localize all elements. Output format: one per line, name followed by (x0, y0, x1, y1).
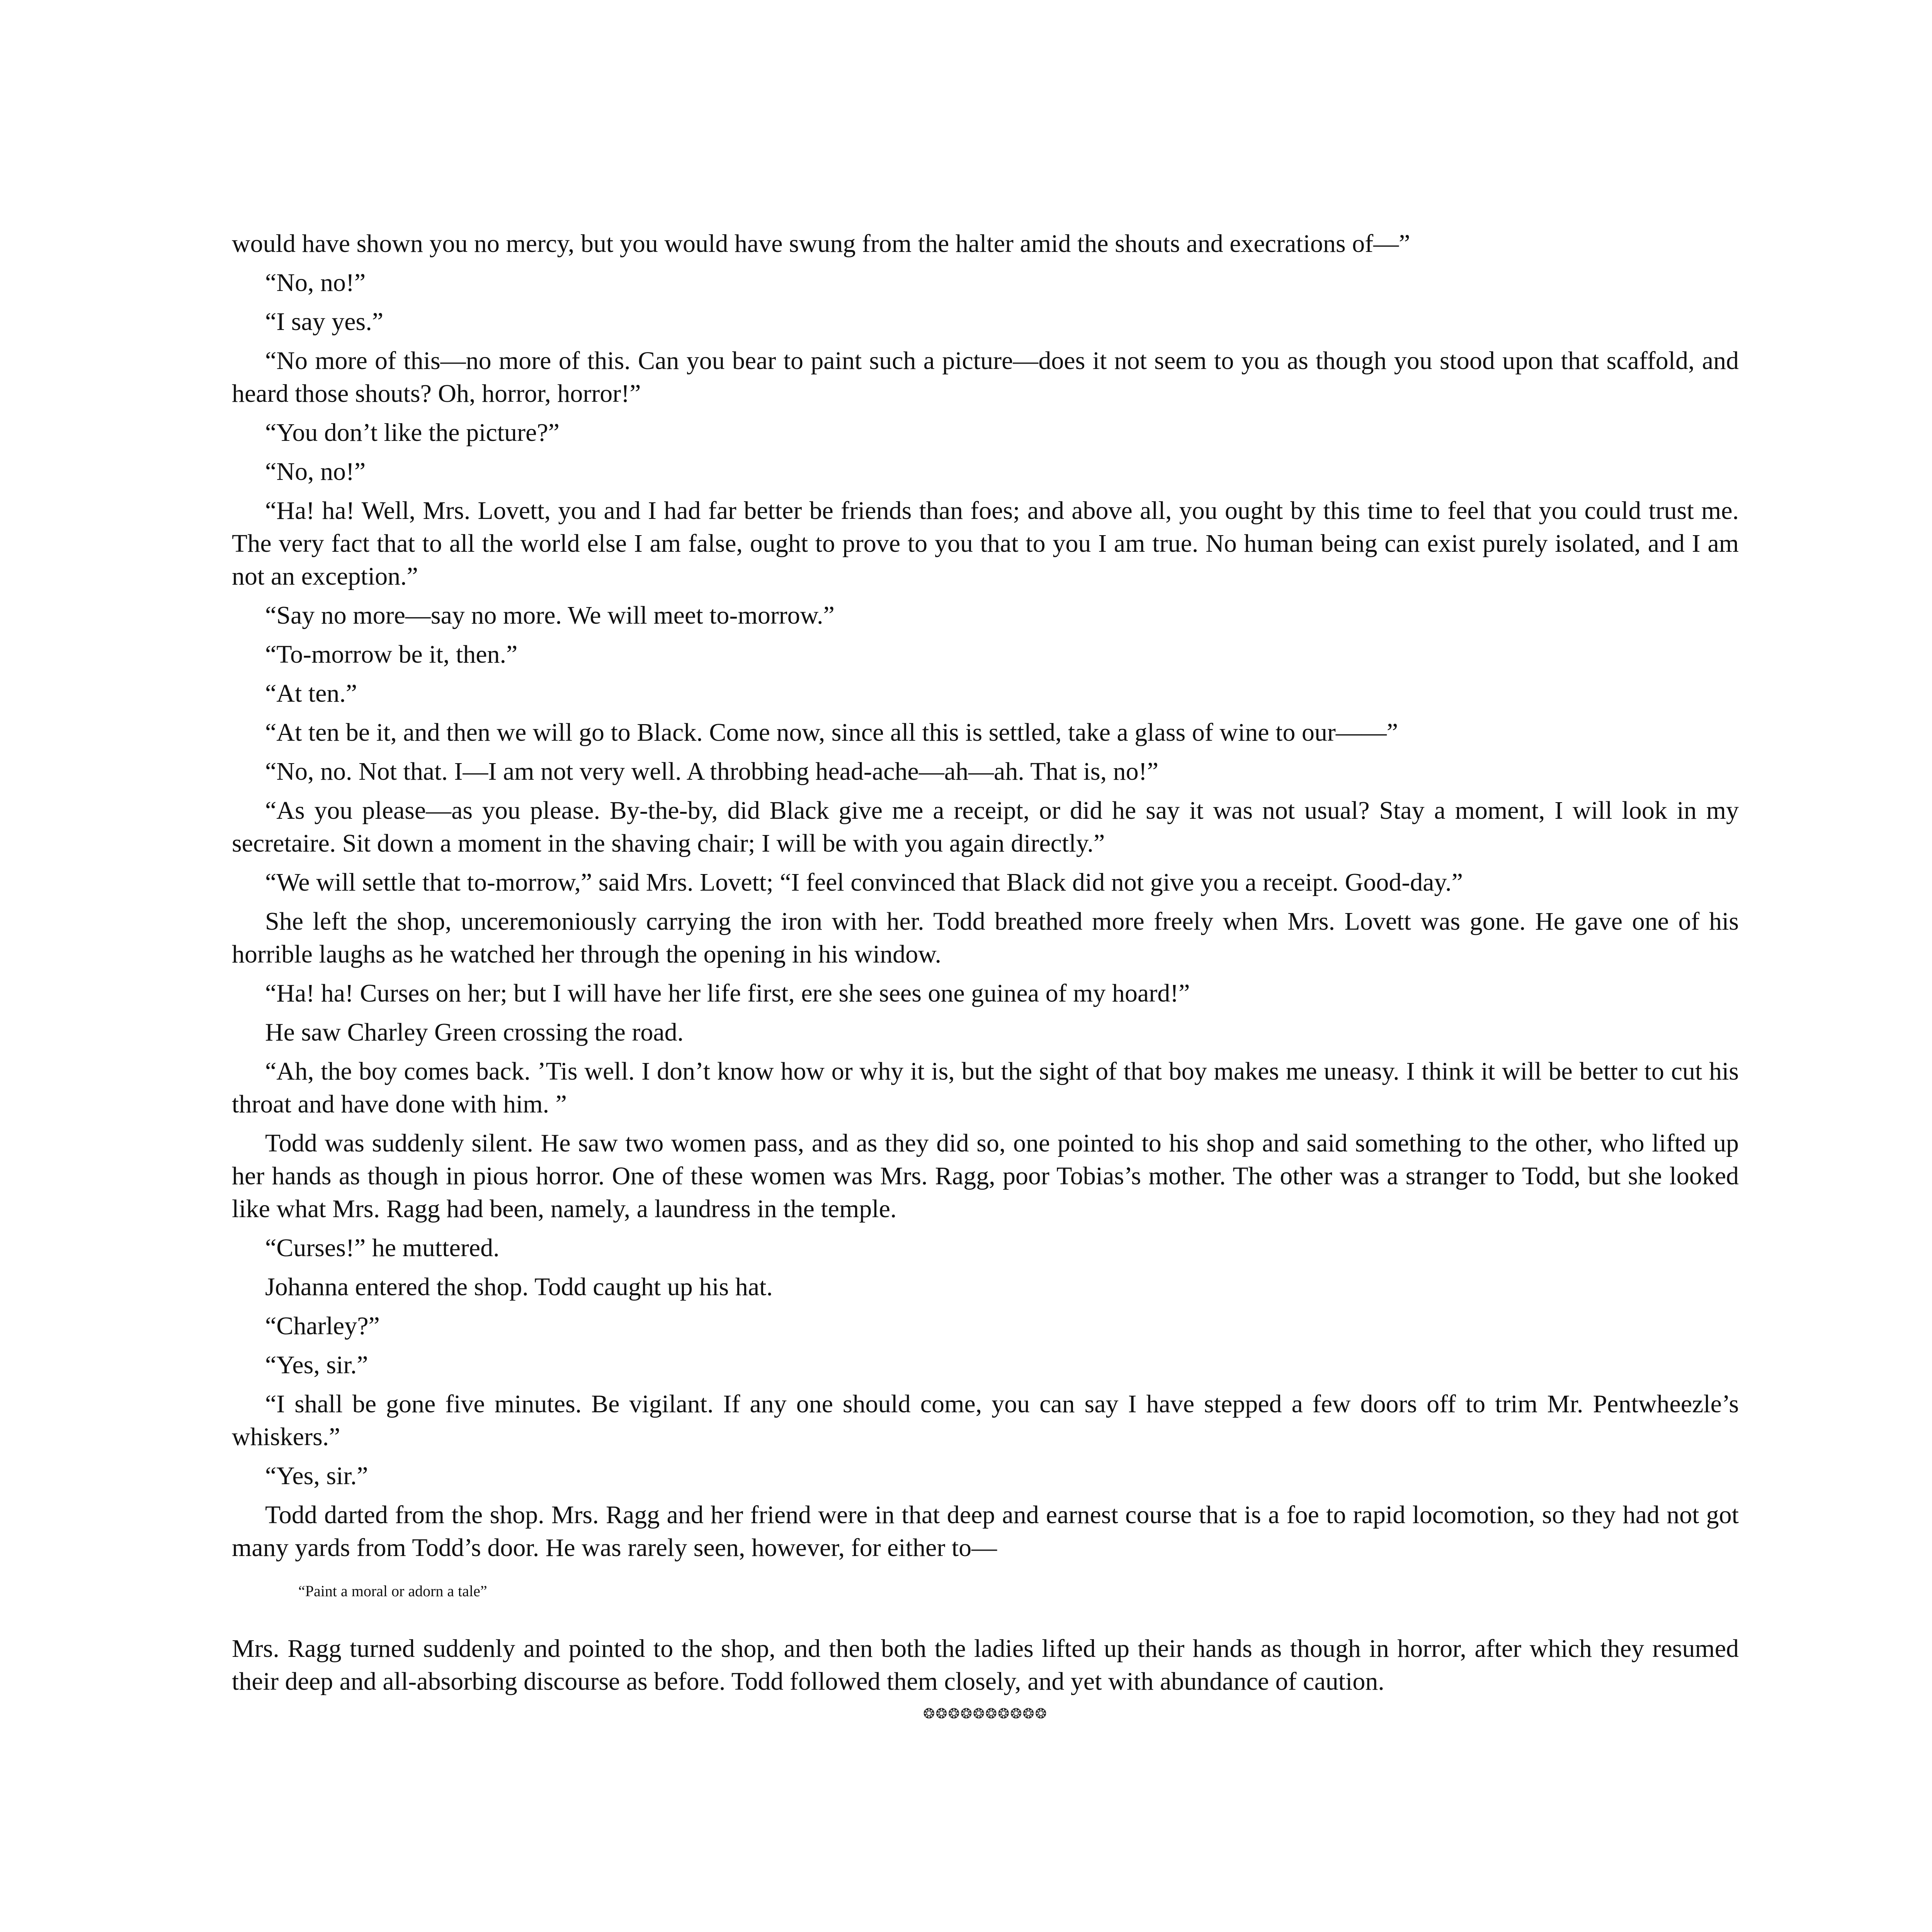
body-paragraph: “Curses!” he muttered. (265, 1234, 500, 1262)
body-paragraph: “At ten be it, and then we will go to Black. Come now, since all this is settled, take a glass of wine to our——” (265, 718, 1398, 747)
body-paragraph: “To-morrow be it, then.” (265, 640, 518, 668)
body-paragraph: “No, no!” (265, 457, 366, 486)
body-paragraph: He saw Charley Green crossing the road. (265, 1018, 684, 1046)
body-paragraph: “No, no!” (265, 269, 366, 297)
body-paragraph: “No, no. Not that. I—I am not very well. A throbbing head-ache—ah—ah. That is, no!” (265, 757, 1158, 786)
body-paragraph: “Yes, sir.” (265, 1462, 368, 1490)
body-paragraph: “As you please—as you please. By-the-by, did Black give me a receipt, or did he say it was not usual? Stay a moment, I will look in my secretaire. Sit down a moment in the shaving chair; I will be with you again directly.” (232, 796, 1739, 857)
body-paragraph: “Yes, sir.” (265, 1351, 368, 1379)
closing-paragraph: Mrs. Ragg turned suddenly and pointed to the shop, and then both the ladies lifted up their hands as though in horror, after which they resumed their deep and all-absorbing discourse as before. Todd followed them closely, and yet with abundance of caution. (232, 1634, 1739, 1696)
body-paragraph: Todd darted from the shop. Mrs. Ragg and her friend were in that deep and earnest course that is a foe to rapid locomotion, so they had not got many yards from Todd’s door. He was rarely seen, however, for either to— (232, 1501, 1739, 1562)
body-paragraph: Johanna entered the shop. Todd caught up his hat. (265, 1273, 773, 1301)
body-paragraph: “Charley?” (265, 1312, 380, 1340)
text-body (232, 227, 1739, 1723)
body-paragraph: “You don’t like the picture?” (265, 418, 560, 447)
body-paragraph: She left the shop, unceremoniously carrying the iron with her. Todd breathed more freely when Mrs. Lovett was gone. He gave one of his horrible laughs as he watched her through the opening in his window. (232, 907, 1739, 968)
section-ornament: ❂❂❂❂❂❂❂❂❂❂ (923, 1706, 1048, 1721)
body-paragraph: “At ten.” (265, 679, 357, 707)
body-paragraph: “We will settle that to-morrow,” said Mrs. Lovett; “I feel convinced that Black did not give you a receipt. Good-day.” (265, 868, 1463, 896)
body-paragraph: “Ah, the boy comes back. ’Tis well. I don’t know how or why it is, but the sight of that boy makes me uneasy. I think it will be better to cut his throat and have done with him. ” (232, 1057, 1739, 1118)
body-paragraph: “I shall be gone five minutes. Be vigilant. If any one should come, you can say I have stepped a few doors off to trim Mr. Pentwheezle’s whiskers.” (232, 1390, 1739, 1451)
body-paragraph: would have shown you no mercy, but you would have swung from the halter amid the shouts and execrations of—” (232, 230, 1410, 258)
body-paragraph: “No more of this—no more of this. Can you bear to paint such a picture—does it not seem to you as though you stood upon that scaffold, and heard those shouts? Oh, horror, horror!” (232, 347, 1739, 408)
body-paragraph: “Ha! ha! Well, Mrs. Lovett, you and I had far better be friends than foes; and above all, you ought by this time to feel that you could trust me. The very fact that to all the world else I am false, ought to prove to you that to you I am true. No human being can exist purely isolated, and I am not an exception.” (232, 497, 1739, 590)
body-paragraph: “I say yes.” (265, 308, 384, 336)
body-paragraph: “Ha! ha! Curses on her; but I will have her life first, ere she sees one guinea of my hoard!” (265, 979, 1190, 1007)
epigraph-quote: “Paint a moral or adorn a tale” (298, 1582, 487, 1600)
body-paragraph: “Say no more—say no more. We will meet to-morrow.” (265, 601, 835, 629)
body-paragraph: Todd was suddenly silent. He saw two women pass, and as they did so, one pointed to his shop and said something to the other, who lifted up her hands as though in pious horror. One of these women was Mrs. Ragg, poor Tobias’s mother. The other was a stranger to Todd, but she looked like what Mrs. Ragg had been, namely, a laundress in the temple. (232, 1129, 1739, 1223)
